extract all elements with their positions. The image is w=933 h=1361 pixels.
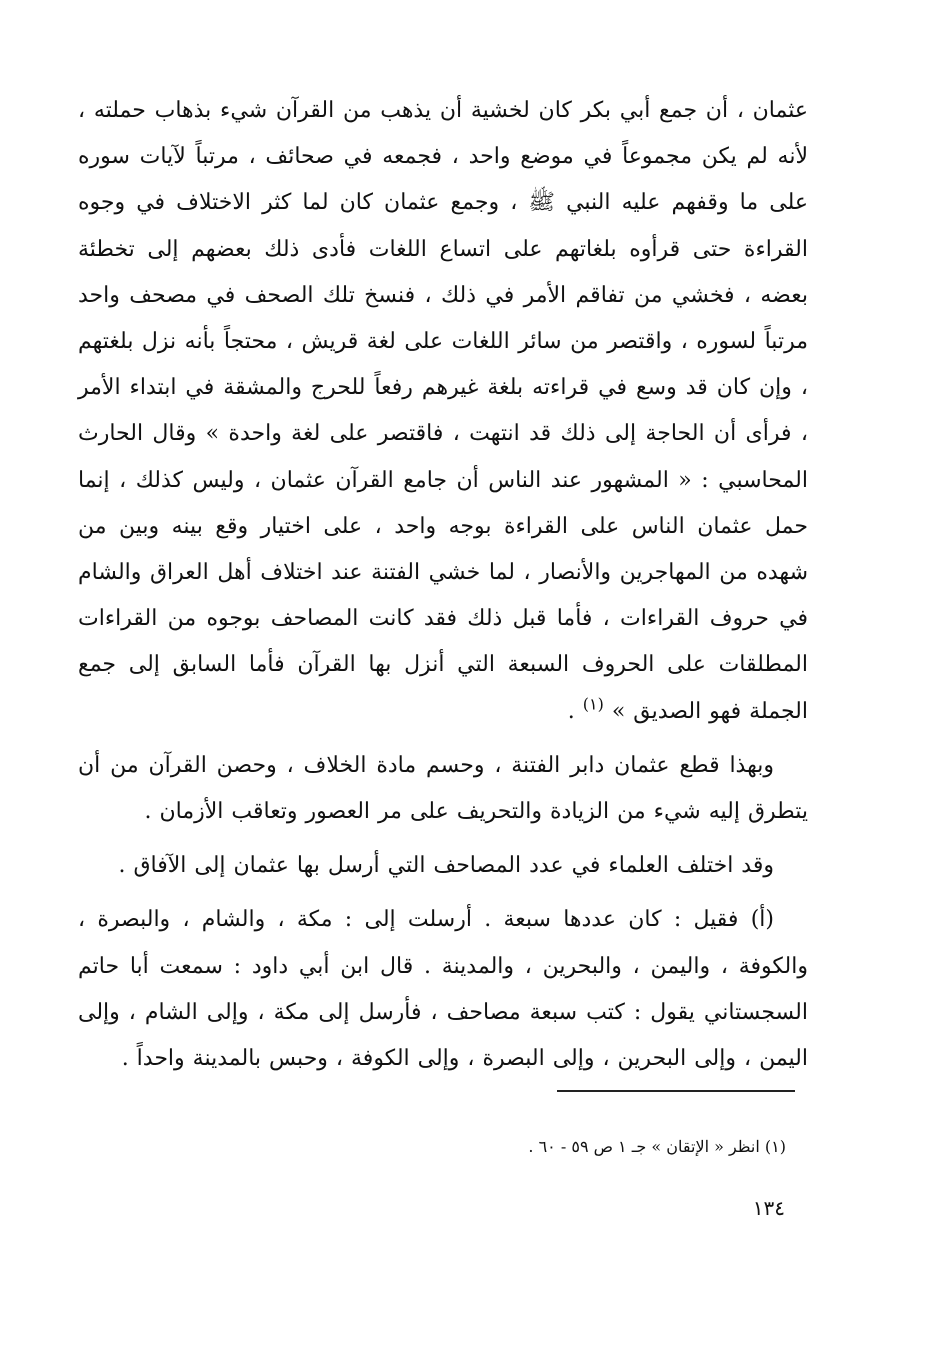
paragraph-4: (أ) فقيل : كان عددها سبعة . أرسلت إلى : مكة ، والشام ، والبصرة ، والكوفة ، واليمن ، والبحرين ، والمدينة . قال ابن أبي داود : سمعت أبا حاتم السجستاني يقول : كتب سبعة مصاحف ، فأرسل إلى مكة ، وإلى الشام ، وإلى اليمن ، وإلى البحرين ، وإلى البصرة ، وإلى الكوفة ، وحبس بالمدينة واحداً . xyxy=(78,907,808,1072)
footnote: (١) انظر « الإتقان » جـ ١ ص ٥٩ - ٦٠ . xyxy=(528,1137,786,1156)
paragraph-3: وقد اختلف العلماء في عدد المصاحف التي أرسل بها عثمان إلى الآفاق . xyxy=(118,853,774,879)
paragraph-1 xyxy=(78,88,808,735)
paragraph-1-end: . xyxy=(567,698,583,724)
footnote-divider xyxy=(557,1090,795,1092)
footnote-reference: (١) xyxy=(582,694,604,714)
paragraph-1-text: عثمان ، أن جمع أبي بكر كان لخشية أن يذهب من القرآن شيء بذهاب حملته ، لأنه لم يكن مجموعاً في موضع واحد ، فجمعه في صحائف ، مرتباً لآيات سوره على ما وقفهم عليه النبي ﷺ ، وجمع عثمان كان لما كثر الاختلاف في وجوه القراءة حتى قرأوه بلغاتهم على اتساع اللغات فأدى ذلك بعضهم إلى تخطئة بعضه ، فخشي من تفاقم الأمر في ذلك ، فنسخ تلك الصحف في مصحف واحد مرتباً لسوره ، واقتصر من سائر اللغات على لغة قريش ، محتجاً بأنه نزل بلغتهم ، وإن كان قد وسع في قراءته بلغة غيرهم رفعاً للحرج والمشقة في ابتداء الأمر ، فرأى أن الحاجة إلى ذلك قد انتهت ، فاقتصر على لغة واحدة » وقال الحارث المحاسبي : « المشهور عند الناس أن جامع القرآن عثمان ، وليس كذلك ، إنما حمل عثمان الناس على القراءة بوجه واحد ، على اختيار وقع بينه وبين من شهده من المهاجرين والأنصار ، لما خشي الفتنة عند اختلاف أهل العراق والشام في حروف القراءات ، فأما قبل ذلك فقد كانت المصاحف بوجوه من القراءات المطلقات على الحروف السبعة التي أنزل بها القرآن فأما السابق إلى جمع الجملة فهو الصديق » xyxy=(78,98,808,724)
page-number: ١٣٤ xyxy=(752,1196,785,1220)
page-body xyxy=(78,88,808,1082)
paragraph-2: وبهذا قطع عثمان دابر الفتنة ، وحسم مادة الخلاف ، وحصن القرآن من أن يتطرق إليه شيء من الزيادة والتحريف على مر العصور وتعاقب الأزمان . xyxy=(78,752,808,825)
